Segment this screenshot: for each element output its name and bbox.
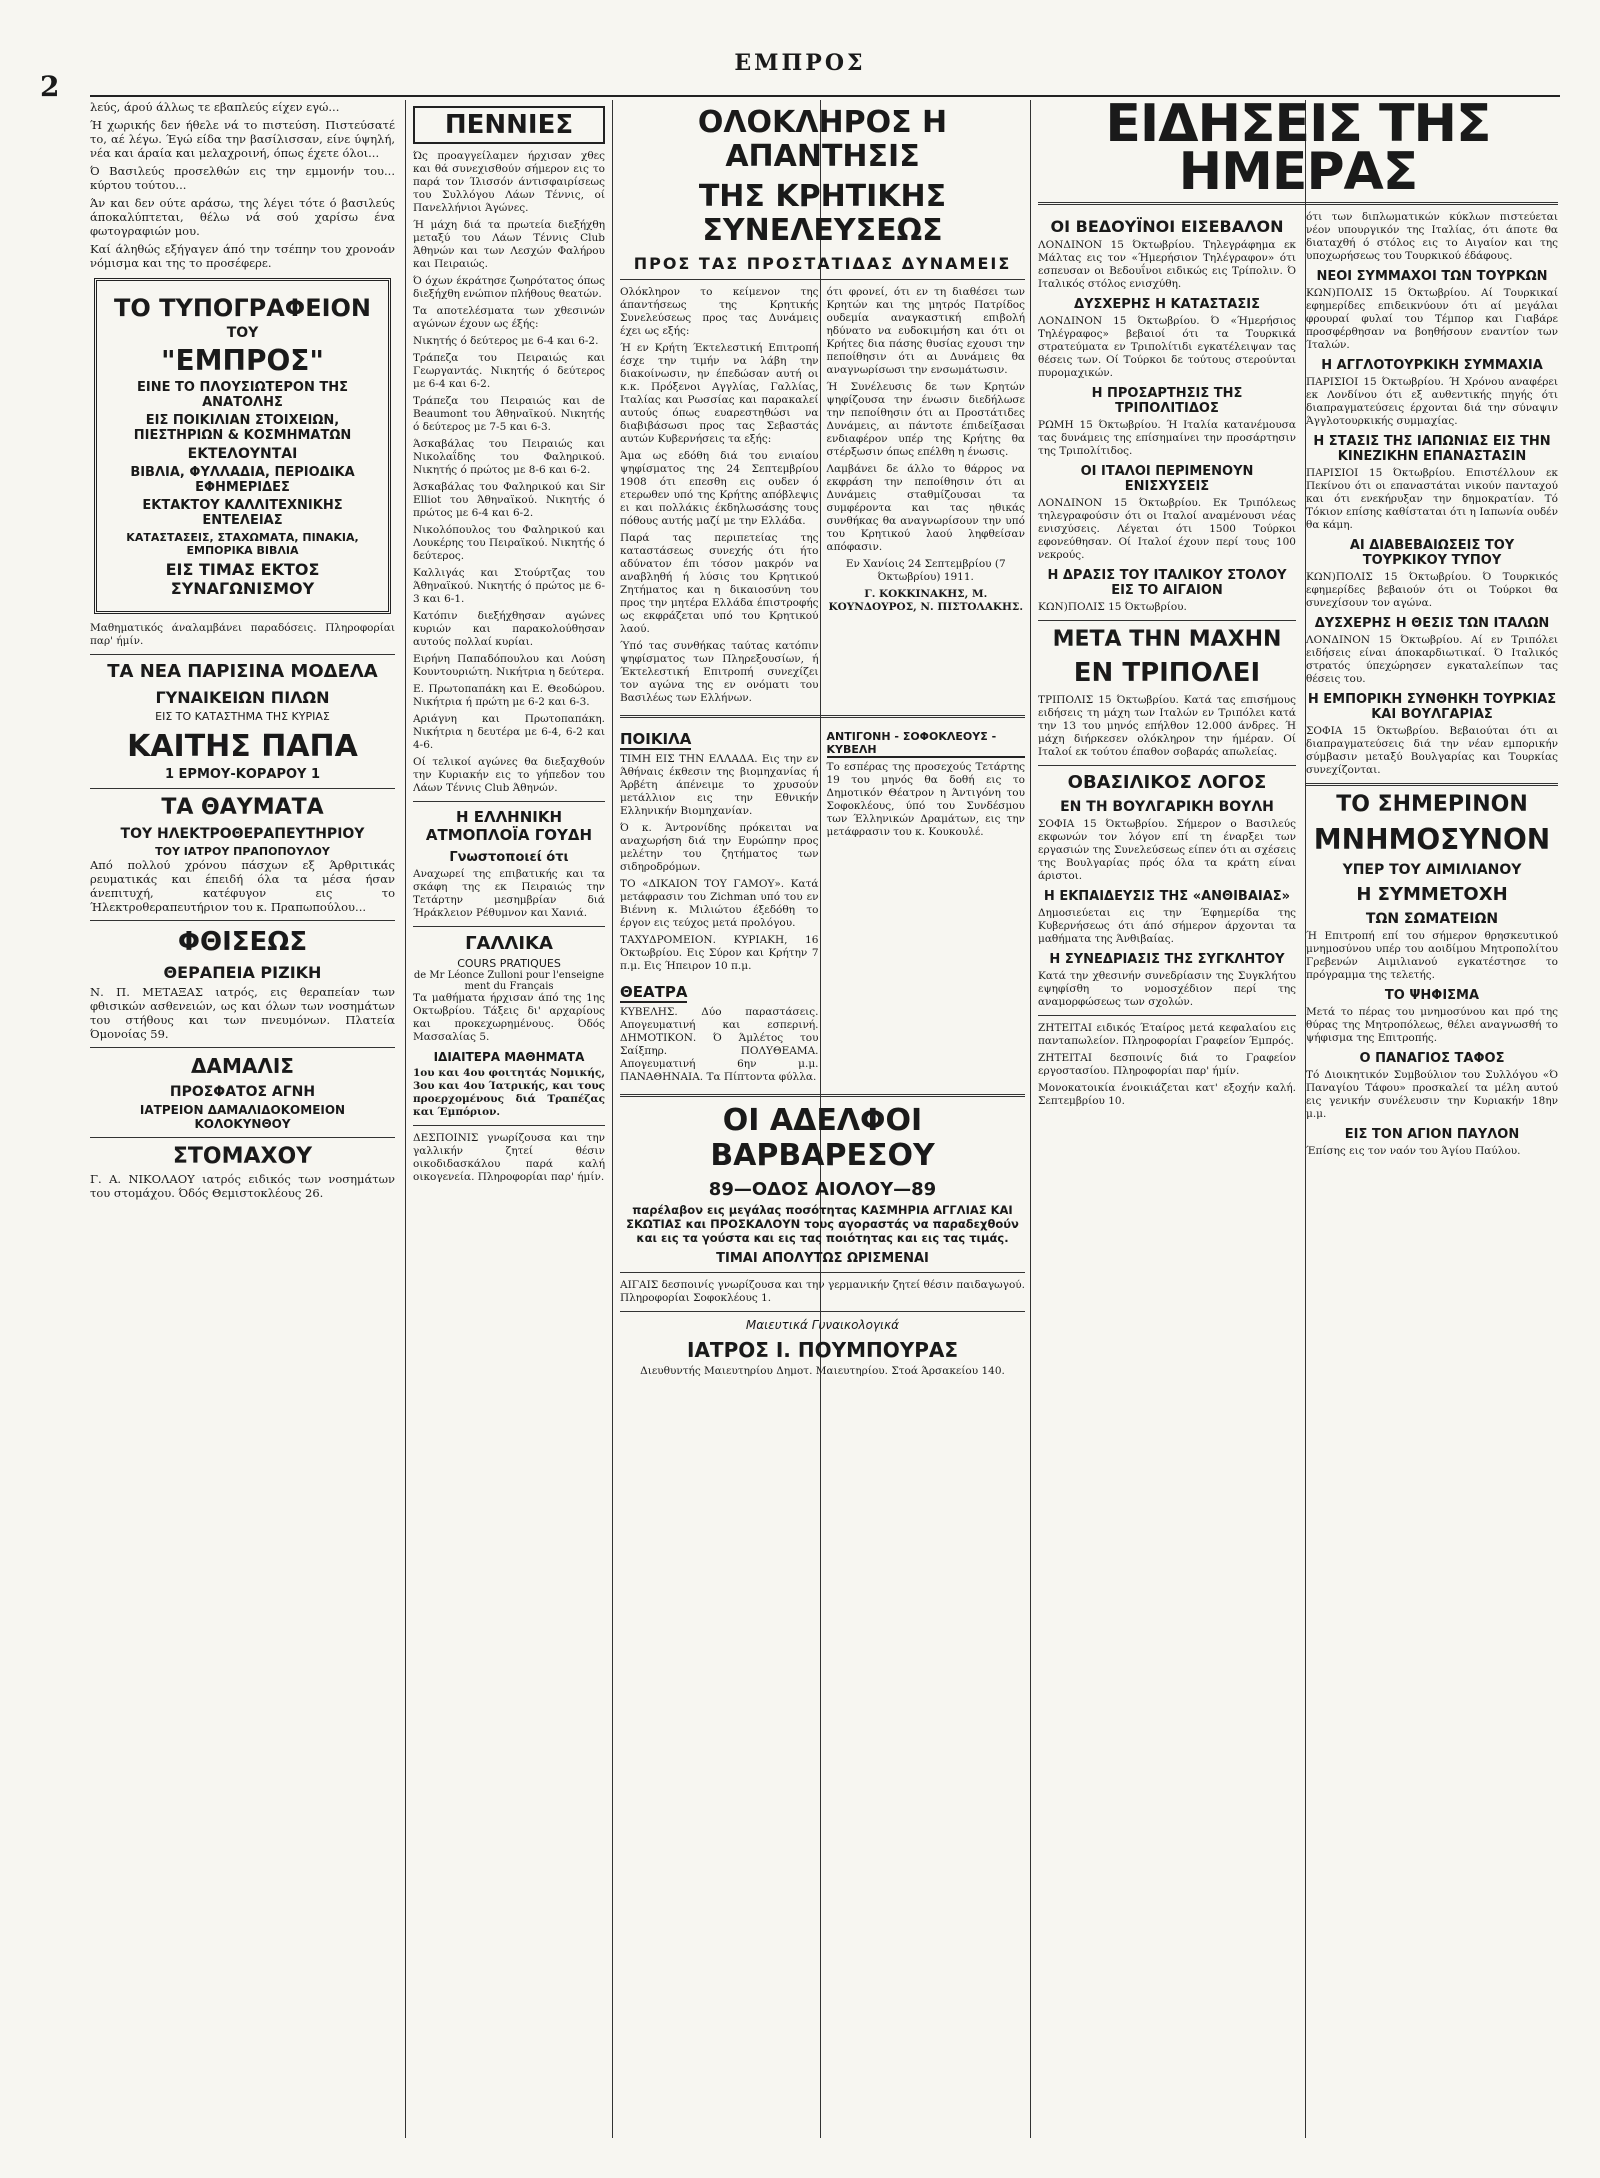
divider bbox=[620, 1311, 1025, 1312]
article-paragraph: Ή χωρικής δεν ήθελε νά το πιστεύση. Πιστεύσατέ το, αέ λέγω. Έγώ είδα την βασίλισσαν, είνε ύψηλή, νέα και άραία και μελαχροινή, όπως έχετε όλοι... bbox=[90, 118, 395, 160]
ad-sub: ΠΡΟΣΦΑΤΟΣ ΑΓΝΗ bbox=[169, 1084, 316, 1100]
news-right-column bbox=[1306, 211, 1558, 1162]
article-paragraph: ΤΑΧΥΔΡΟΜΕΙΟΝ. ΚΥΡΙΑΚΗ, 16 Όκτωβρίου. Εις Σύρον και Κρήτην 7 π.μ. Εις Ήπειρον 10 π.μ. bbox=[620, 934, 819, 972]
news-heading: Η ΣΥΝΕΔΡΙΑΣΙΣ ΤΗΣ ΣΥΓΚΛΗΤΟΥ bbox=[1049, 952, 1285, 967]
divider bbox=[1038, 202, 1558, 205]
section-title: ΘΕΑΤΡΑ bbox=[620, 983, 688, 1001]
classified-note: ΖΗΤΕΙΤΑΙ δεσποινίς διά το Γραφείον εργοστασίου. Πληροφορίαι παρ' ήμίν. bbox=[1038, 1052, 1296, 1077]
theatre-column bbox=[827, 724, 1026, 1088]
article-paragraph: Ολόκληρον το κείμενον της άπαντήσεως της Κρητικής Συνελεύσεως προς τας Δυνάμεις έχει ως εξής: bbox=[620, 286, 819, 337]
news-heading: Η ΣΤΑΣΙΣ ΤΗΣ ΙΑΠΩΝΙΑΣ ΕΙΣ ΤΗΝ ΚΙΝΕΖΙΚΗΝ ΕΠΑΝΑΣΤΑΣΙΝ bbox=[1313, 434, 1551, 464]
news-headline: ΕΝ ΤΡΙΠΟΛΕΙ bbox=[1073, 658, 1261, 688]
article-paragraph: Ή εν Κρήτη Έκτελεστική Επιτροπή έσχε την τιμήν να λάβη την διακοίνωσιν, ην έπεδώσαν αυτή οι κ.κ. Πρόξενοι Αγγλίας, Γαλλίας, Ιταλίας και Ρωσσίας και παρακαλεί αυτούς όπως ευαρεστηθώσι να διαβιβάσωσι προς τας Σεβαστάς αυτών Κυβερνήσεις τα εξής: bbox=[620, 342, 819, 445]
memorial-sub: Η ΣΥΜΜΕΤΟΧΗ bbox=[1356, 884, 1508, 905]
ad-body: Διευθυντής Μαιευτηρίου Δημοτ. Μαιευτηρίου. Στοά Άρσακείου 140. bbox=[640, 1365, 1005, 1377]
news-body: ΠΑΡΙΣΙΟΙ 15 Όκτωβρίου. Επιστέλλουν εκ Πεκίνου ότι οι επαναστάται νικούν πανταχού και ότι ενεκήρυξαν την δημοκρατίαν. Τό Τόκιον επίσης καθίσταται ότι η Ιαπωνία ουδέν θα κάμη. bbox=[1306, 467, 1558, 531]
article-paragraph: Καί άληθώς εξήγαγεν άπό την τσέπην του χρονοάν νόμισμα και της το προσέφερε. bbox=[90, 242, 395, 270]
news-body: Κατά την χθεσινήν συνεδρίασιν της Συγκλήτου εψηφίσθη το νομοσχέδιον περί της αναμορφώσεως των σχολών. bbox=[1038, 970, 1296, 1008]
memorial-headline: ΤΟ ΣΗΜΕΡΙΝΟΝ bbox=[1336, 792, 1528, 817]
divider bbox=[620, 279, 1025, 280]
ad-line: ΕΙΣ ΤΙΜΑΣ ΕΚΤΟΣ ΣΥΝΑΓΩΝΙΣΜΟΥ bbox=[165, 560, 320, 598]
signatories: Γ. ΚΟΚΚΙΝΑΚΗΣ, Μ. ΚΟΥΝΔΟΥΡΟΣ, Ν. ΠΙΣΤΟΛΑΚΗΣ. bbox=[828, 588, 1023, 613]
article-paragraph: Νικητής ό δεύτερος με 6-4 και 6-2. bbox=[413, 335, 599, 347]
news-heading: ΤΟ ΨΗΦΙΣΜΑ bbox=[1384, 988, 1480, 1003]
column-rule bbox=[612, 100, 613, 2138]
gynecology-ad bbox=[620, 1318, 1025, 1378]
article-paragraph: λεύς, άρού άλλως τε εβαπλεύς είχεν εγώ... bbox=[90, 100, 340, 114]
news-body: Έπίσης εις τον ναόν του Άγίου Παύλου. bbox=[1306, 1145, 1521, 1157]
ad-body: Τα μαθήματα ήρχισαν άπό της 1ης Οκτωβρίου. Τάξεις δι' αρχαρίους και προκεχωρημένους. Όδός Μασσαλίας 5. bbox=[413, 992, 605, 1043]
ad-address: 89—ΟΔΟΣ ΑΙΟΛΟΥ—89 bbox=[708, 1179, 937, 1200]
ad-body: Αναχωρεί της επιβατικής και τα σκάφη της εκ Πειραιώς την Τετάρτην μεσημβρίαν διά Ήράκλειον Ρέθυμνον και Χανιά. bbox=[413, 868, 605, 919]
ad-body: Γ. Α. ΝΙΚΟΛΑΟΥ ιατρός ειδικός των νοσημάτων του στομάχου. Όδός Θεμιστοκλέους 26. bbox=[90, 1172, 395, 1200]
vaccine-ad bbox=[90, 1054, 395, 1131]
news-heading: ΟΙ ΙΤΑΛΟΙ ΠΕΡΙΜΕΝΟΥΝ ΕΝΙΣΧΥΣΕΙΣ bbox=[1080, 464, 1254, 494]
electrotherapy-ad bbox=[90, 795, 395, 858]
article-paragraph: Ό κ. Άντρονίδης πρόκειται να αναχωρήση διά την Ευρώπην προς μελέτην του ζητήματος των σιδηροδρόμων. bbox=[620, 822, 819, 873]
news-heading: ΑΙ ΔΙΑΒΕΒΑΙΩΣΕΙΣ ΤΟΥ ΤΟΥΡΚΙΚΟΥ ΤΥΠΟΥ bbox=[1349, 538, 1515, 568]
article-paragraph: Ειρήνη Παπαδόπουλου και Λούση Κουντουριώτη. Νικήτρια η δεύτερα. bbox=[413, 653, 605, 678]
ad-line: ΕΚΤΕΛΟΥΝΤΑΙ bbox=[187, 446, 298, 462]
ad-body: παρέλαβον εις μεγάλας ποσότητας ΚΑΣΜΗΡΙΑ ΑΓΓΛΙΑΣ ΚΑΙ ΣΚΩΤΙΑΣ και ΠΡΟΣΚΑΛΟΥΝ τους αγοραστάς να παραδεχθούν και εις τα γούστα και εις τας ποιότητας και εις τας τιμάς. bbox=[626, 1203, 1019, 1245]
classified-note: ΔΕΣΠΟΙΝΙΣ γνωρίζουσα και την γαλλικήν ζητεί θέσιν οικοδιδασκάλου παρά καλή οικογενεία. Πληροφορίαι παρ' ήμίν. bbox=[413, 1132, 605, 1183]
ad-line: ΤΟΥ bbox=[226, 325, 259, 341]
article-paragraph: Παρά τας περιπετείας της καταστάσεως συνεχής ότι ήτο αδύνατον έπι τόσον μακρόν να αναβληθή ή λύσις του Κρητικού Ζητήματος και η δικαιοσύνη του προς την μητέρα Ελλάδα έπιστροφής ως εκφράζεται υπό του Κρητικού λαού. bbox=[620, 532, 819, 635]
ad-title: ΣΤΟΜΑΧΟΥ bbox=[172, 1144, 313, 1169]
article-paragraph: Ό Βασιλεύς προσελθών εις την εμμονήν του... κύρτου τούτου... bbox=[90, 164, 395, 192]
miscellany-column bbox=[620, 724, 819, 1088]
divider bbox=[413, 926, 605, 927]
divider bbox=[90, 654, 395, 655]
ad-title: ΓΑΛΛΙΚΑ bbox=[465, 933, 553, 954]
divider bbox=[1038, 620, 1296, 621]
news-headline: ΜΕΤΑ ΤΗΝ ΜΑΧΗΝ bbox=[1052, 627, 1282, 652]
article-two-columns bbox=[620, 286, 1025, 709]
ad-sub: Γνωστοποιεί ότι bbox=[449, 850, 569, 865]
lower-two-columns bbox=[620, 724, 1025, 1088]
article-paragraph: ΤΙΜΗ ΕΙΣ ΤΗΝ ΕΛΛΑΔΑ. Εις την εν Άθήναις έκθεσιν της βιομηχανίας ή Άρβέτη άπένειμε το χρυσούν μετάλλιον εις την Εθνικήν Ελληνικήν Βιομηχανίαν. bbox=[620, 753, 819, 817]
headline: ΤΗΣ ΚΡΗΤΙΚΗΣ ΣΥΝΕΛΕΥΣΕΩΣ bbox=[698, 179, 947, 248]
ad-name: ΚΑΙΤΗΣ ΠΑΠΑ bbox=[127, 729, 358, 764]
ad-title: ΤΑ ΝΕΑ ΠΑΡΙΣΙΝΑ ΜΟΔΕΛΑ bbox=[107, 661, 378, 682]
column-rule bbox=[1030, 100, 1031, 2138]
ad-sub: ΤΟΥ ΗΛΕΚΤΡΟΘΕΡΑΠΕΥΤΗΡΙΟΥ bbox=[120, 826, 365, 842]
news-body: ΚΩΝ)ΠΟΛΙΣ 15 Όκτωβρίου. bbox=[1038, 601, 1187, 613]
article-subcolumn bbox=[827, 286, 1026, 709]
article-paragraph: Καλλιγάς και Στούρτζας του Άθηναϊκού. Νικητής ό πρώτος με 6-3 και 6-1. bbox=[413, 567, 605, 605]
news-body: Ή Επιτροπή επί του σήμερον θρησκευτικού μνημοσύνου υπέρ του αοιδίμου Μητροπολίτου Γρεβενών Αιμιλιανού εγκατέστησε το πρόγραμμα της τελετής. bbox=[1306, 930, 1558, 981]
news-body: ΛΟΝΔΙΝΟΝ 15 Όκτωβρίου. Εκ Τριπόλεως τηλεγραφούσιν ότι οι Ιταλοί αναμένουσι νέας ενισχύσεις. Λέγεται ότι 1500 Τούρκοι εφονεύθησαν. Οί Ιταλοί έχουν περί τους 100 νεκρούς. bbox=[1038, 497, 1296, 561]
column-1 bbox=[90, 100, 395, 2138]
news-headline: ΕΝ ΤΗ ΒΟΥΛΓΑΡΙΚΗ ΒΟΥΛΗ bbox=[1060, 799, 1274, 815]
article-paragraph: ΤΟ «ΔΙΚΑΙΟΝ ΤΟΥ ΓΑΜΟΥ». Κατά μετάφρασιν του Zichman υπό του εν Βιέννη κ. Μιλιώτου έξεδόθη το έργον εις τεύχος μετά προλόγου. bbox=[620, 878, 819, 929]
ad-title: Η ΕΛΛΗΝΙΚΗ ΑΤΜΟΠΛΟΪΑ ΓΟΥΔΗ bbox=[425, 808, 593, 844]
article-paragraph: Κατόπιν διεξήχθησαν αγώνες κυριών και παρακολούθησαν αυτούς πολλαί κυρίαι. bbox=[413, 610, 605, 648]
news-heading: ΕΙΣ ΤΟΝ ΑΓΙΟΝ ΠΑΥΛΟΝ bbox=[1344, 1127, 1520, 1142]
article-paragraph: Ε. Πρωτοπαπάκη και Ε. Θεοδώρου. Νικήτρια ή πρώτη με 6-2 και 6-3. bbox=[413, 683, 605, 708]
divider bbox=[90, 920, 395, 921]
hats-ad bbox=[90, 661, 395, 782]
news-heading: ΔΥΣΧΕΡΗΣ Η ΚΑΤΑΣΤΑΣΙΣ bbox=[1074, 297, 1260, 312]
article-paragraph: Νικολόπουλος του Φαληρικού και Λουκέρης του Πειραϊκού. Νικητής ό δεύτερος. bbox=[413, 524, 605, 562]
article-paragraph: Ή μάχη διά τα πρωτεία διεξήχθη μεταξύ του Λάων Τέννις Club Άθηνών και των Λεσχών Φαλήρου και Πειραιώς. bbox=[413, 219, 605, 270]
ad-sub: ΕΙΣ ΤΟ ΚΑΤΑΣΤΗΜΑ ΤΗΣ ΚΥΡΙΑΣ bbox=[155, 710, 330, 723]
article-paragraph: ότι φρονεί, ότι εν τη διαθέσει των Κρητών και της μητρός Πατρίδος ουδεμία αναγκαστική επιβολή ηδύνατο να ευδοκιμήση και ότι οι Κρήτες δια πάσης θυσίας εχουσι την πεποίθησιν ότι αι Δυνάμεις θα αναγνωρίσωσι την ενσωμάτωσιν. bbox=[826, 286, 1025, 376]
ad-footer: ΤΙΜΑΙ ΑΠΟΛΥΤΩΣ ΩΡΙΣΜΕΝΑΙ bbox=[716, 1251, 929, 1266]
news-heading: Η ΕΚΠΑΙΔΕΥΣΙΣ ΤΗΣ «ΑΝΘΙΒΑΙΑΣ» bbox=[1043, 889, 1291, 904]
news-body: Τό Διοικητικόν Συμβούλιον του Συλλόγου «Ό Παναγίου Τάφου» προσκαλεί τα μέλη αυτού εις γενικήν συνέλευσιν την Κυριακήν 18ην μ.μ. bbox=[1306, 1069, 1558, 1120]
ad-line: ΤΟ ΤΥΠΟΓΡΑΦΕΙΟΝ bbox=[113, 294, 372, 322]
header-rule bbox=[90, 95, 1560, 97]
phthisis-ad bbox=[90, 927, 395, 982]
news-body: ΚΩΝ)ΠΟΛΙΣ 15 Όκτωβρίου. Ό Τουρκικός εφημερίδες βεβαιούν ότι οι Τούρκοι θα συνεχίσουν τον αγώνα. bbox=[1306, 571, 1558, 609]
ad-sub: ΘΕΡΑΠΕΙΑ ΡΙΖΙΚΗ bbox=[163, 963, 322, 982]
article-paragraph: Τράπεζα του Πειραιώς και Γεωργαντάς. Νικητής ό δεύτερος με 6-4 και 6-2. bbox=[413, 352, 605, 390]
news-body: ΠΑΡΙΣΙΟΙ 15 Όκτωβρίου. Ή Χρόνου αναφέρει εκ Λονδίνου ότι εξ αυθεντικής πηγής ότι διαπραγματεύσεις έρχονται διά την σύναψιν Άγγλοτουρκικής συμμαχίας. bbox=[1306, 376, 1558, 427]
ad-body: Ν. Π. ΜΕΤΑΞΑΣ ιατρός, εις θεραπείαν των φθισικών ασθενειών, ως και όλων των νοσημάτων του στήθους και των πνευμόνων. Πλατεία Όμονοίας 59. bbox=[90, 985, 395, 1041]
paper-name: ΕΜΠΡΟΣ bbox=[734, 50, 866, 76]
article-paragraph: Οί τελικοί αγώνες θα διεξαχθούν την Κυριακήν εις το γήπεδον του Λάων Τέννις Club Άθηνών. bbox=[413, 756, 605, 794]
article-paragraph: Λαμβάνει δε άλλο το θάρρος να εκφράση την πεποίθησιν ότι αι Δυνάμεις σταθμίζουσαι τα συμφέροντα και τας ηθικάς συνθήκας θα αναγνωρίσουν την υπό του Κρητικού λαού ληφθείσαν απόφασιν. bbox=[826, 463, 1025, 553]
news-heading: ΝΕΟΙ ΣΥΜΜΑΧΟΙ ΤΩΝ ΤΟΥΡΚΩΝ bbox=[1316, 269, 1548, 284]
divider bbox=[1038, 1015, 1296, 1016]
subheadline: ΠΡΟΣ ΤΑΣ ΠΡΟΣΤΑΤΙΔΑΣ ΔΥΝΑΜΕΙΣ bbox=[633, 254, 1012, 273]
ad-body: 1ου και 4ου φοιτητάς Νομικής, 3ου και 4ου Ίατρικής, και τους προερχομένους διά Τραπέζας και Έμπόριον. bbox=[413, 1067, 605, 1118]
divider bbox=[620, 1272, 1025, 1273]
news-body: ΤΡΙΠΟΛΙΣ 15 Όκτωβρίου. Κατά τας επισήμους ειδήσεις τη μάχη των Ιταλών εν Τριπόλει κατά την 13 του μηνός επήλθον 12.000 άνδρες. Ή μάχη διήρκεσεν ολόκληρον την ήμέραν. Οί Ιταλοί εκ τούτου έπαθον σοβαράς απωλείας. bbox=[1038, 694, 1296, 758]
divider bbox=[620, 1094, 1025, 1097]
classified-note: ΖΗΤΕΙΤΑΙ ειδικός Έταίρος μετά κεφαλαίου εις πανταπωλείον. Πληροφορίαι Γραφείον Έμπρός. bbox=[1038, 1022, 1296, 1047]
divider bbox=[1306, 783, 1558, 786]
column-2 bbox=[413, 100, 605, 2138]
typography-ad bbox=[94, 278, 391, 614]
news-heading: ΟΙ ΒΕΔΟΥΪΝΟΙ ΕΙΣΕΒΑΛΟΝ bbox=[1050, 217, 1284, 236]
column-3 bbox=[620, 100, 1025, 2138]
divider bbox=[90, 1137, 395, 1138]
classified-note: Μονοκατοικία ένοικιάζεται κατ' εξοχήν καλή. Σεπτεμβρίου 10. bbox=[1038, 1082, 1296, 1107]
classified-note: Μαθηματικός άναλαμβάνει παραδόσεις. Πληροφορίαι παρ' ήμίν. bbox=[90, 622, 395, 647]
ad-name: ΙΑΤΡΟΣ Ι. ΠΟΥΜΠΟΥΡΑΣ bbox=[687, 1338, 958, 1362]
news-heading: Η ΔΡΑΣΙΣ ΤΟΥ ΙΤΑΛΙΚΟΥ ΣΤΟΛΟΥ ΕΙΣ ΤΟ ΑΙΓΑΙΟΝ bbox=[1047, 568, 1287, 598]
ad-title: ΙΔΙΑΙΤΕΡΑ ΜΑΘΗΜΑΤΑ bbox=[433, 1050, 585, 1064]
news-left-column bbox=[1038, 211, 1296, 1162]
column-rule bbox=[405, 100, 406, 2138]
ad-body: Από πολλού χρόνου πάσχων εξ Άρθριτικάς ρευματικάς και έπειδή όλα τα μέσα ήσαν άνεπιτυχή, κατέφυγον εις το Ήλεκτροθεραπευτήριον του κ. Πραπωπούλου... bbox=[90, 858, 395, 914]
article-paragraph: Άσκαβάλας του Φαληρικού και Sir Elliot του Άθηναϊκού. Νικητής ό πρώτος με 6-4 και 6-2. bbox=[413, 481, 605, 519]
news-body: ΛΟΝΔΙΝΟΝ 15 Όκτωβρίου. Ό «Ήμερήσιος Τηλέγραφος» βεβαιοί ότι τα Τουρκικά στρατεύματα εν Τριπολίτιδι εγκατέλειψαν τας θέσεις των. Οί Τούρκοι δε τούτους στερούνται πυρομαχικών. bbox=[1038, 315, 1296, 379]
memorial-sub: ΤΩΝ ΣΩΜΑΤΕΙΩΝ bbox=[1365, 911, 1499, 927]
ad-sub: ΓΥΝΑΙΚΕΙΩΝ ΠΙΛΩΝ bbox=[155, 688, 330, 707]
news-body: ΚΩΝ)ΠΟΛΙΣ 15 Όκτωβρίου. Αί Τουρκικαί εφημερίδες επιδεικνύουν ότι αί μεγάλαι φρουραί φυλαί του Τέμπορ και Γιαβάρε προσφέρθησαν να βοηθήσουν εναντίον των Ίταλών. bbox=[1306, 287, 1558, 351]
ad-line: ΕΚΤΑΚΤΟΥ ΚΑΛΛΙΤΕΧΝΙΚΗΣ ΕΝΤΕΛΕΙΑΣ bbox=[142, 498, 343, 528]
article-paragraph: Τα αποτελέσματα των χθεσινών αγώνων έχουν ως έξής: bbox=[413, 305, 605, 330]
ad-line: ΒΙΒΛΙΑ, ΦΥΛΛΑΔΙΑ, ΠΕΡΙΟΔΙΚΑ ΕΦΗΜΕΡΙΔΕΣ bbox=[130, 465, 355, 495]
divider bbox=[1038, 765, 1296, 766]
memorial-sub: ΥΠΕΡ ΤΟΥ ΑΙΜΙΛΙΑΝΟΥ bbox=[1342, 862, 1522, 878]
ad-line: "ΕΜΠΡΟΣ" bbox=[160, 344, 325, 377]
memorial-headline: ΜΝΗΜΟΣΥΝΟΝ bbox=[1313, 823, 1551, 856]
news-body: ΡΩΜΗ 15 Όκτωβρίου. Ή Ιταλία κατανέμουσα τας δυνάμεις της επίσημαίνει την προσάρτησιν της Τριπολίτιδος. bbox=[1038, 419, 1296, 457]
news-heading: Η ΠΡΟΣΑΡΤΗΣΙΣ ΤΗΣ ΤΡΙΠΟΛΙΤΙΔΟΣ bbox=[1091, 386, 1243, 416]
divider bbox=[413, 1125, 605, 1126]
divider bbox=[620, 715, 1025, 718]
ad-title: ΤΑ ΘΑΥΜΑΤΑ bbox=[161, 795, 324, 820]
article-paragraph: Το εσπέρας της προσεχούς Τετάρτης 19 του μηνός θα δοθή εις το Δημοτικόν Θέατρον η Άντιγόνη του Σοφοκλέους, ύπό του Συνδέσμου των Έλληνικών Δραμάτων, εις την μετάφρασιν του κ. Κουκουλέ. bbox=[826, 761, 1025, 838]
stomach-ad bbox=[90, 1144, 395, 1169]
news-of-the-day-title: ΕΙΔΗΣΕΙΣ ΤΗΣ ΗΜΕΡΑΣ bbox=[1105, 100, 1491, 202]
news-headline: ΟΒΑΣΙΛΙΚΟΣ ΛΟΓΟΣ bbox=[1067, 772, 1267, 793]
column-4 bbox=[1038, 100, 1558, 2138]
article-paragraph: Ό όχων έκράτησε ζωηρότατος όπως διεξήχθη ενώπιον πλήθους θεατών. bbox=[413, 275, 605, 300]
article-paragraph: Άν και δεν ούτε αράσω, της λέγει τότε ό βασιλεύς άποκαλύπτεται, θέλω νά σού χαρίσω ένα φωτογραφιών μου. bbox=[90, 196, 395, 238]
article-paragraph: Ύπό τας συνθήκας ταύτας κατόπιν ψηφίσματος των Πληρεξουσίων, ή Έκτελεστική Επιτροπή συνεχίζει τον αγώνα της εν ονόματι του Βασιλέως των Ελλήνων. bbox=[620, 640, 819, 704]
article-paragraph: Άσκαβάλας του Πειραιώς και Νικολαΐδης του Φαληρικού. Νικητής ό πρώτος με 8-6 και 6-2. bbox=[413, 438, 605, 476]
news-heading: Ο ΠΑΝΑΓΙΟΣ ΤΑΦΟΣ bbox=[1359, 1051, 1505, 1066]
ad-sub: de Mr Léonce Zulloni pour l'enseigne ment du Français bbox=[413, 970, 605, 992]
ad-line: ΕΙΣ ΠΟΙΚΙΛΙΑΝ ΣΤΟΙΧΕΙΩΝ, ΠΙΕΣΤΗΡΙΩΝ & ΚΟΣΜΗΜΑΤΩΝ bbox=[133, 413, 352, 443]
dateline: Εν Χανίοις 24 Σεπτεμβρίου (7 Όκτωβρίου) 1911. bbox=[845, 558, 1006, 583]
news-heading: Η ΑΓΓΛΟΤΟΥΡΚΙΚΗ ΣΥΜΜΑΧΙΑ bbox=[1321, 358, 1543, 373]
article-paragraph: Άμα ως εδόθη διά του ενιαίου ψηφίσματος της 24 Σεπτεμβρίου 1908 ότι επεσθη εις ουδεν ό ετερωθεν υπό της Κρήτης απόβλεψις ει και πολλάκις έκδηλωσάσης τους πόθους αυτής μαζί με την Ελλάδα. bbox=[620, 450, 819, 527]
ad-title: ΦΘΙΣΕΩΣ bbox=[177, 927, 308, 957]
article-paragraph: Τράπεζα του Πειραιώς και de Beaumont του Άθηναϊκού. Νικητής ό δεύτερος με 7-5 και 6-3. bbox=[413, 395, 605, 433]
news-columns bbox=[1038, 211, 1558, 1162]
page-number: 2 bbox=[40, 70, 60, 103]
section-title: ΠΕΝΝΙΕΣ bbox=[413, 106, 605, 144]
news-body: ΣΟΦΙΑ 15 Όκτωβρίου. Βεβαιούται ότι αι διαπραγματεύσεις διά την νέαν εμπορικήν σύμβασιν μεταξύ Βουλγαρίας και Τουρκίας συνεχίζονται. bbox=[1306, 725, 1558, 776]
article-paragraph: Αριάγνη και Πρωτοπαπάκη. Νικήτρια η δευτέρα με 6-4, 6-2 και 4-6. bbox=[413, 713, 605, 751]
article-paragraph: Ώς προαγγείλαμεν ήρχισαν χθες και θά συνεχισθούν σήμερον εις το παρά τον Ίλισσόν άντισφαιρίσεως του Συλλόγου Λάων Τέννις, οί Πανελλήνιοι Άγώνες. bbox=[413, 150, 605, 214]
news-body: ότι των διπλωματικών κύκλων πιστεύεται νέον υπουργικόν της Ιταλίας, ότι άποτε θα διαταχθή ό στόλος εις το Αιγαίον και της υποχωρήσεως του Τουρκικού έδάφους. bbox=[1306, 211, 1558, 262]
article-subcolumn bbox=[620, 286, 819, 709]
ad-sub: Μαιευτικά Γυναικολογικά bbox=[745, 1318, 900, 1332]
ad-sub: COURS PRATIQUES bbox=[457, 957, 561, 970]
ad-body: ΙΑΤΡΕΙΟΝ ΔΑΜΑΛΙΔΟΚΟΜΕΙΟΝ ΚΟΛΟΚΥΝΘΟΥ bbox=[139, 1103, 346, 1131]
article-paragraph: ΚΥΒΕΛΗΣ. Δύο παραστάσεις. Απογευματινή και εσπερινή. ΔΗΜΟΤΙΚΟΝ. Ό Άμλέτος του Σαίξπηρ. ΠΟΛΥΘΕΑΜΑ. Απογευματινή 6ην μ.μ. ΠΑΝΑΘΗΝΑΙΑ. Τα Πίπτοντα φύλλα. bbox=[620, 1006, 819, 1083]
section-title: ΠΟΙΚΙΛΑ bbox=[620, 730, 692, 748]
headline: ΟΛΟΚΛΗΡΟΣ Η ΑΠΑΝΤΗΣΙΣ bbox=[697, 105, 948, 174]
ad-address: 1 ΕΡΜΟΥ-ΚΟΡΑΡΟΥ 1 bbox=[164, 767, 321, 782]
news-body: ΛΟΝΔΙΝΟΝ 15 Όκτωβρίου. Τηλεγράφημα εκ Μάλτας εις τον «Ήμερήσιον Τηλέγραφον» ότι εσπευσαν οι Βεδουΐνοι ειδικώς εις Τρίπολιν. Ό Ιταλικός στόλος ενισχύθη. bbox=[1038, 239, 1296, 290]
article-paragraph: Ή Συνέλευσις δε των Κρητών ψηφίζουσα την ένωσιν διεδήλωσε την πεποίθησιν ότι αι Προστάτιδες Δυνάμεις, αι πάντοτε έπιδείξασαι ενδιαφέρον υπέρ της Κρήτης θα στέρξωσιν όπως επέλθη η ένωσις. bbox=[826, 381, 1025, 458]
ad-title: ΟΙ ΑΔΕΛΦΟΙ ΒΑΡΒΑΡΕΣΟΥ bbox=[710, 1103, 935, 1173]
news-body: ΛΟΝΔΙΝΟΝ 15 Όκτωβρίου. Αί εν Τριπόλει ειδήσεις είναι άποκαρδιωτικαί. Ό Ιταλικός στρατός ύπεχώρησεν εγκαταλείπων τας θέσεις του. bbox=[1306, 634, 1558, 685]
ad-line: ΕΙΝΕ ΤΟ ΠΛΟΥΣΙΩΤΕΡΟΝ ΤΗΣ ΑΝΑΤΟΛΗΣ bbox=[137, 380, 348, 410]
divider bbox=[90, 1047, 395, 1048]
news-body: ΣΟΦΙΑ 15 Όκτωβρίου. Σήμερον ο Βασιλεύς εκφωνών τον λόγον επί τη έναρξει των εργασιών της Συνελεύσεως είπεν ότι αι σχέσεις της Βουλγαρίας πρός όλα τα κράτη είναι άριστοι. bbox=[1038, 818, 1296, 882]
tailor-ad bbox=[620, 1103, 1025, 1266]
divider bbox=[413, 801, 605, 802]
classified-note: ΑΙΓΑΙΣ δεσποινίς γνωρίζουσα και την γερμανικήν ζητεί θέσιν παιδαγωγού. Πληροφορίαι Σοφοκλέους 1. bbox=[620, 1279, 1025, 1304]
ad-sub: ΤΟΥ ΙΑΤΡΟΥ ΠΡΑΠΟΠΟΥΛΟΥ bbox=[155, 845, 330, 858]
divider bbox=[90, 788, 395, 789]
ad-title: ΔΑΜΑΛΙΣ bbox=[191, 1054, 294, 1078]
news-body: Μετά το πέρας του μνημοσύνου και πρό της θύρας της Μητροπόλεως, θέλει αναγνωσθή το ψήφισμα της Επιτροπής. bbox=[1306, 1006, 1558, 1044]
news-heading: ΔΥΣΧΕΡΗΣ Η ΘΕΣΙΣ ΤΩΝ ΙΤΑΛΩΝ bbox=[1314, 616, 1550, 631]
news-heading: Η ΕΜΠΟΡΙΚΗ ΣΥΝΘΗΚΗ ΤΟΥΡΚΙΑΣ ΚΑΙ ΒΟΥΛΓΑΡΙΑΣ bbox=[1307, 692, 1557, 722]
ad-line: ΚΑΤΑΣΤΑΣΕΙΣ, ΣΤΑΧΩΜΑΤΑ, ΠΙΝΑΚΙΑ, ΕΜΠΟΡΙΚΑ ΒΙΒΛΙΑ bbox=[126, 531, 359, 557]
news-body: Δημοσιεύεται εις την Έφημερίδα της Κυβερνήσεως ότι άπό σήμερον άρχονται τα μαθήματα της Άνθιβαίας. bbox=[1038, 907, 1296, 945]
section-title: ΑΝΤΙΓΟΝΗ - ΣΟΦΟΚΛΕΟΥΣ - ΚΥΒΕΛΗ bbox=[827, 730, 1026, 758]
